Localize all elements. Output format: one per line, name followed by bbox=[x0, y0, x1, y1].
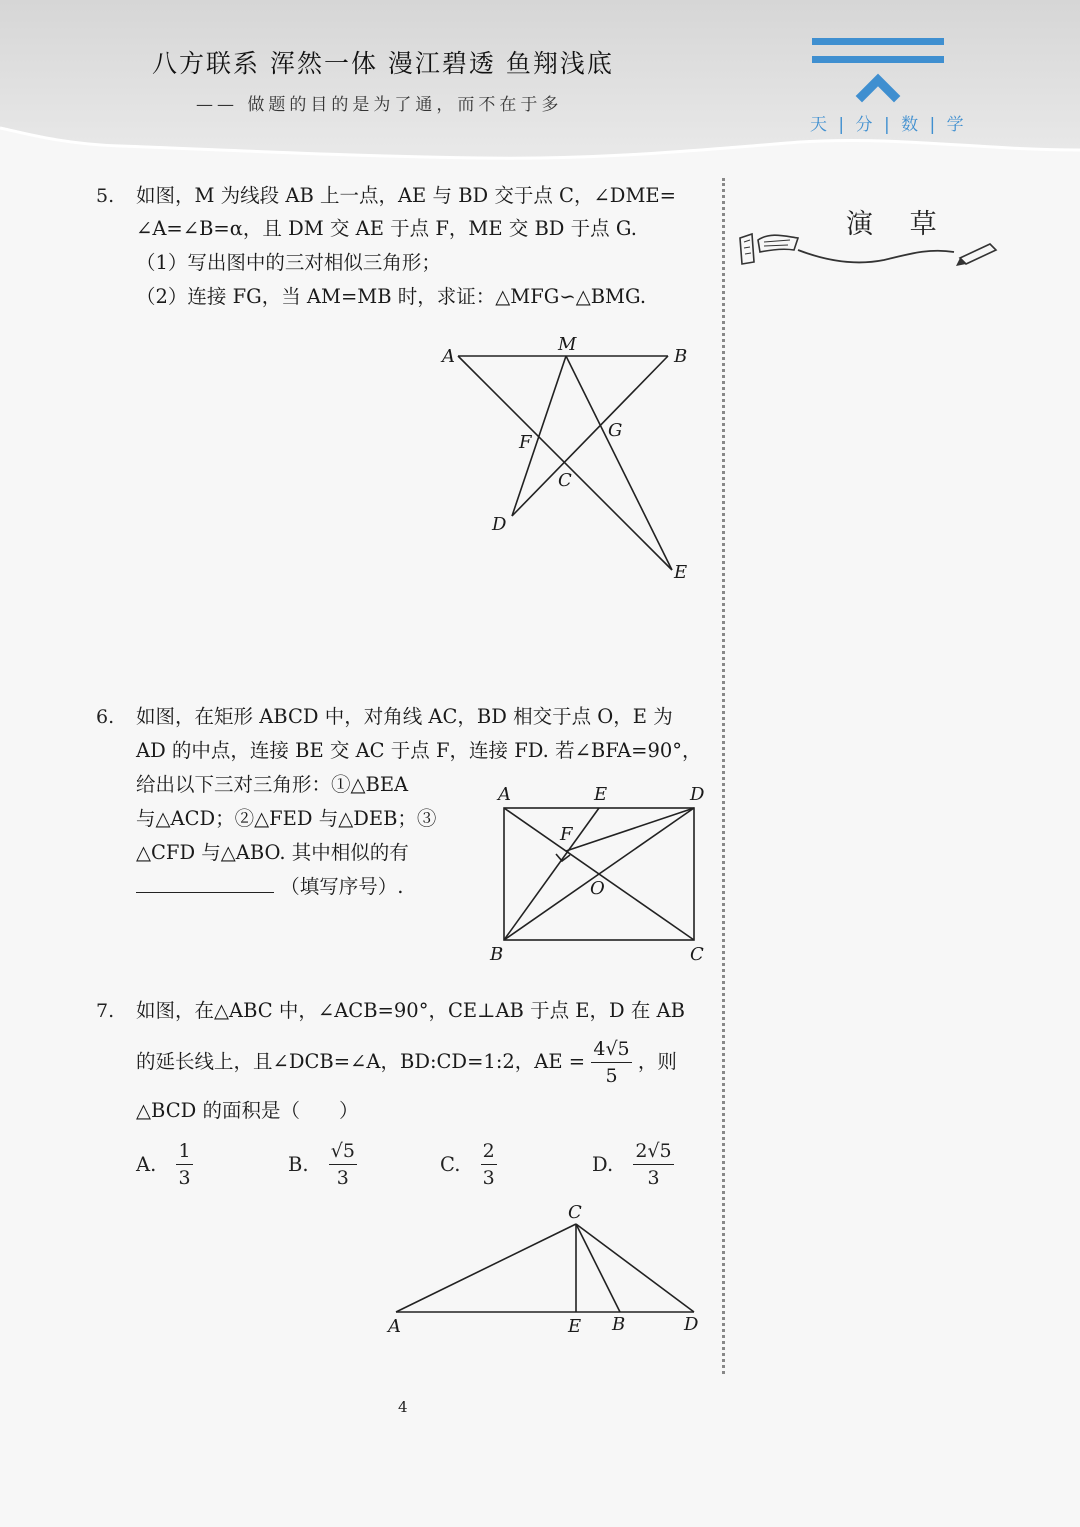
q7-line-1: 如图，在△ABC 中，∠ACB=90°，CE⊥AB 于点 E，D 在 AB bbox=[136, 999, 685, 1022]
q6-line-3: 给出以下三对三角形：①△BEA bbox=[136, 773, 409, 796]
page-header bbox=[0, 0, 1080, 170]
option-b-numerator: √5 bbox=[329, 1138, 357, 1165]
label-b: B bbox=[490, 944, 504, 965]
q7-line-2-tail: ，则 bbox=[637, 1050, 677, 1073]
q6-figure bbox=[484, 780, 716, 970]
option-a[interactable] bbox=[136, 1138, 193, 1191]
option-c-numerator: 2 bbox=[481, 1138, 497, 1165]
label-c: C bbox=[690, 944, 704, 965]
q5-line-1: 如图，M 为线段 AB 上一点，AE 与 BD 交于点 C，∠DME= bbox=[136, 184, 676, 207]
q6-fill-hint: （填写序号）. bbox=[280, 875, 404, 898]
q5-line-3: （1）写出图中的三对相似三角形； bbox=[136, 251, 441, 274]
option-b-fraction bbox=[329, 1138, 357, 1191]
q7-line-2 bbox=[136, 1036, 677, 1088]
option-b[interactable] bbox=[288, 1138, 357, 1191]
option-d-fraction bbox=[633, 1138, 673, 1191]
q5-number: 5. bbox=[96, 185, 115, 207]
q6-line-2: AD 的中点，连接 BE 交 AC 于点 F，连接 FD. 若∠BFA=90°， bbox=[136, 739, 702, 762]
option-a-numerator: 1 bbox=[176, 1138, 192, 1165]
label-f: F bbox=[519, 432, 532, 453]
segment-cd bbox=[576, 1224, 694, 1312]
logo-icon bbox=[810, 36, 946, 106]
label-b: B bbox=[612, 1314, 626, 1335]
segment-bd bbox=[512, 356, 668, 516]
option-b-label: B. bbox=[288, 1153, 309, 1176]
q5-figure bbox=[430, 330, 710, 590]
option-c-denominator: 3 bbox=[482, 1167, 495, 1189]
option-d-denominator: 3 bbox=[647, 1167, 660, 1189]
page-number: 4 bbox=[398, 1398, 408, 1416]
option-a-label: A. bbox=[136, 1153, 157, 1176]
logo-text: 天 | 分 | 数 | 学 bbox=[810, 115, 967, 135]
label-d: D bbox=[684, 1314, 699, 1335]
option-a-denominator: 3 bbox=[178, 1167, 191, 1189]
label-e: E bbox=[674, 562, 688, 583]
label-a: A bbox=[388, 1316, 401, 1337]
label-c: C bbox=[568, 1202, 582, 1223]
q7-figure bbox=[380, 1196, 710, 1346]
sidebar-divider bbox=[722, 178, 725, 1374]
q7-number: 7. bbox=[96, 1000, 115, 1022]
brand-logo bbox=[810, 36, 967, 140]
label-e: E bbox=[594, 784, 608, 805]
option-d[interactable] bbox=[592, 1138, 674, 1191]
option-c-fraction bbox=[481, 1138, 497, 1191]
segment-ac bbox=[396, 1224, 576, 1312]
segment-be bbox=[504, 808, 599, 940]
option-c-label: C. bbox=[440, 1153, 461, 1176]
ae-denominator: 5 bbox=[605, 1065, 618, 1087]
label-a: A bbox=[498, 784, 511, 805]
option-d-numerator: 2√5 bbox=[633, 1138, 673, 1165]
label-b: B bbox=[674, 346, 688, 367]
label-d: D bbox=[690, 784, 705, 805]
label-m: M bbox=[558, 334, 577, 355]
q6-number: 6. bbox=[96, 706, 115, 728]
label-d: D bbox=[492, 514, 507, 535]
label-f: F bbox=[560, 824, 573, 845]
answer-blank[interactable] bbox=[136, 874, 274, 893]
option-d-label: D. bbox=[592, 1153, 614, 1176]
label-e: E bbox=[568, 1316, 582, 1337]
ae-fraction bbox=[591, 1036, 631, 1089]
pencil-icon bbox=[734, 226, 998, 270]
q6-line-1: 如图，在矩形 ABCD 中，对角线 AC，BD 相交于点 O，E 为 bbox=[136, 705, 673, 728]
option-a-fraction bbox=[176, 1138, 192, 1191]
segment-fd bbox=[566, 808, 694, 851]
header-slogan: 八方联系 浑然一体 漫江碧透 鱼翔浅底 bbox=[152, 49, 614, 78]
ae-numerator: 4√5 bbox=[591, 1036, 631, 1063]
option-c[interactable] bbox=[440, 1138, 497, 1191]
label-g: G bbox=[608, 420, 623, 441]
draft-label: 演 草 bbox=[846, 209, 951, 240]
segment-me bbox=[566, 356, 672, 570]
option-b-denominator: 3 bbox=[336, 1167, 349, 1189]
label-a: A bbox=[442, 346, 455, 367]
q6-answer-line bbox=[136, 874, 403, 900]
segment-cb bbox=[576, 1224, 620, 1312]
label-c: C bbox=[558, 470, 572, 491]
q5-line-4: （2）连接 FG，当 AM=MB 时，求证：△MFG∽△BMG. bbox=[136, 285, 647, 308]
q6-line-5: △CFD 与△ABO. 其中相似的有 bbox=[136, 841, 409, 864]
header-motto: —— 做题的目的是为了通，而不在于多 bbox=[196, 95, 563, 115]
q7-line-2-text: 的延长线上，且∠DCB=∠A，BD:CD=1:2，AE = bbox=[136, 1050, 586, 1073]
segment-ae bbox=[458, 356, 672, 570]
label-o: O bbox=[590, 878, 605, 899]
q5-line-2: ∠A=∠B=α，且 DM 交 AE 于点 F，ME 交 BD 于点 G. bbox=[136, 217, 637, 240]
q7-line-3: △BCD 的面积是（ ） bbox=[136, 1099, 359, 1122]
q6-line-4: 与△ACD；②△FED 与△DEB；③ bbox=[136, 807, 437, 830]
